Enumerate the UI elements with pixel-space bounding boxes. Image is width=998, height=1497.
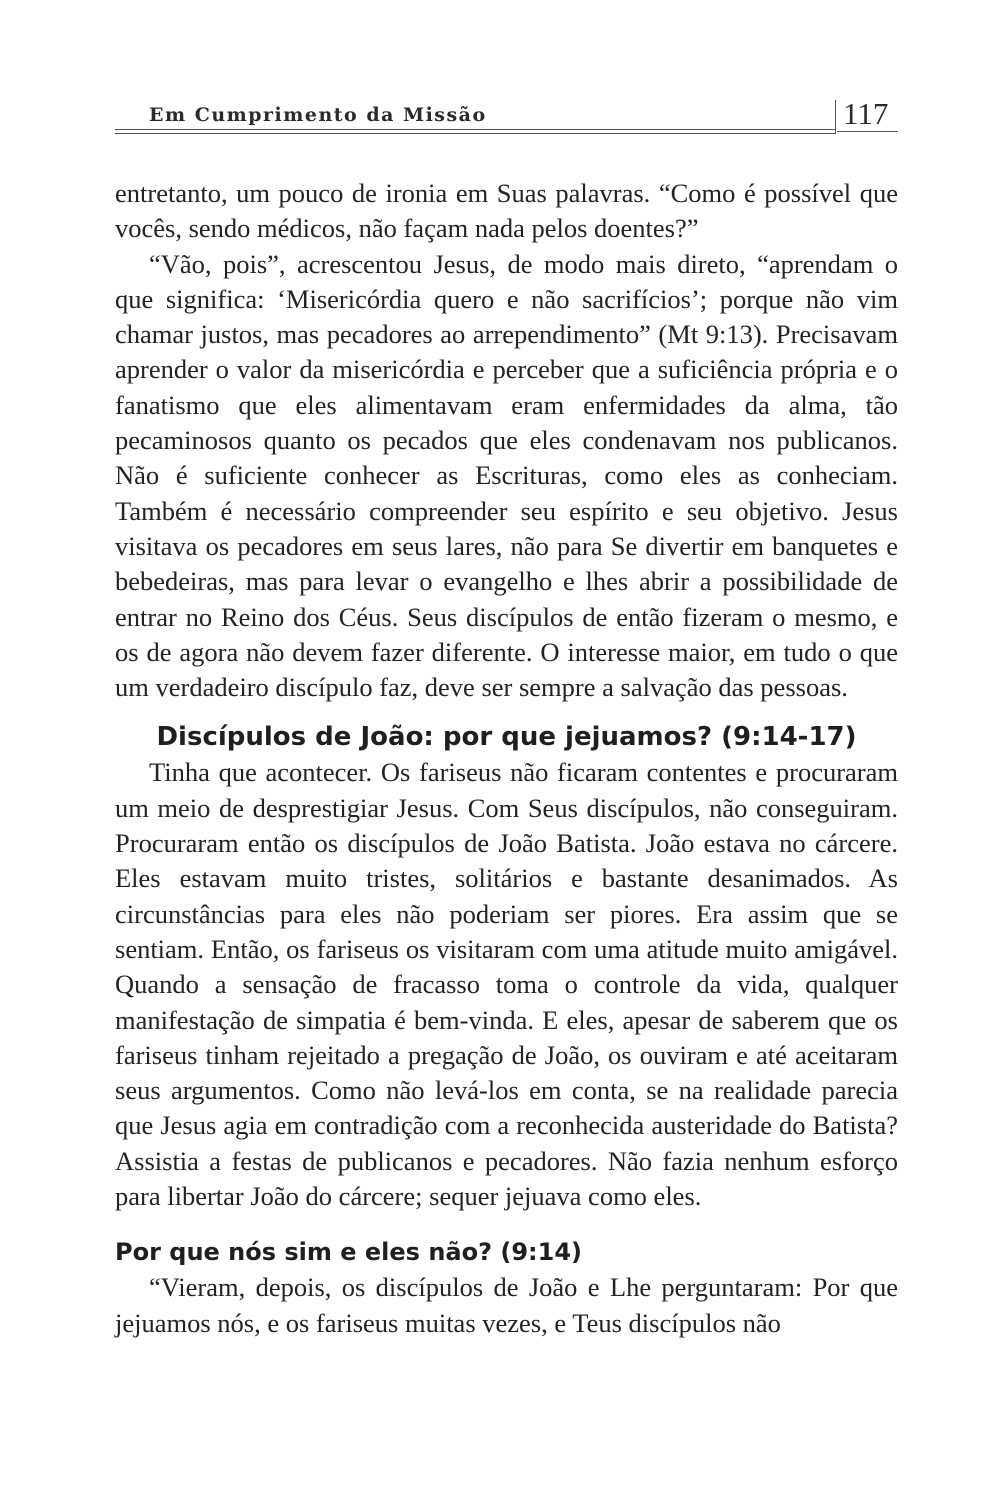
section-heading: Discípulos de João: por que jejuamos? (9:14-17) [156,722,857,753]
paragraph: Tinha que acontecer. Os fariseus não ficaram contentes e procuraram um meio de desprestigiar Jesus. Com Seus discípulos, não conseguiram. Procuraram então os discípulos de João Batista. João estava no cárcere. Eles estavam muito tristes, solitários e bastante desanimados. As circunstâncias para eles não poderiam ser piores. Era assim que se sentiam. Então, os fariseus os visitaram com uma atitude muito amigável. Quando a sensação de fracasso toma o controle da vida, qualquer manifestação de simpatia é bem-vinda. E eles, apesar de saberem que os fariseus tinham rejeitado a pregação de João, os ouviram e até aceitaram seus argumentos. Como não levá-los em conta, se na realidade parecia que Jesus agia em contradição com a reconhecida austeridade do Batista? Assistia a festas de publicanos e pecadores. Não fazia nenhum esforço para libertar João do cárcere; sequer jejuava como eles. [115,757,898,1212]
running-header-title: Em Cumprimento da Missão [149,104,487,126]
paragraph-continued: entretanto, um pouco de ironia em Suas palavras. “Como é possível que vocês, sendo médicos, não façam nada pelos doentes?” [115,178,898,244]
header-rule-bottom [115,133,836,134]
body-text [115,176,898,1341]
page-number: 117 [843,96,889,131]
sub-heading: Por que nós sim e eles não? (9:14) [115,1238,582,1267]
header-vertical-rule [835,100,836,134]
running-header [115,96,898,136]
header-rule-top [115,129,836,130]
paragraph: “Vão, pois”, acrescentou Jesus, de modo mais direto, “aprendam o que significa: ‘Misericórdia quero e não sacrifícios’; porque não vim chamar justos, mas pecadores ao arrependimento” (Mt 9:13). Precisavam aprender o valor da misericórdia e perceber que a suficiência própria e o fanatismo que eles alimentavam eram enfermidades da alma, tão pecaminosos quanto os pecados que eles condenavam nos publicanos. Não é suficiente conhecer as Escrituras, como eles as conheciam. Também é necessário compreender seu espírito e seu objetivo. Jesus visitava os pecadores em seus lares, não para Se divertir em banquetes e bebedeiras, mas para levar o evangelho e lhes abrir a possibilidade de entrar no Reino dos Céus. Seus discípulos de então fizeram o mesmo, e os de agora não devem fazer diferente. O interesse maior, em tudo o que um verdadeiro discípulo faz, deve ser sempre a salvação das pessoas. [115,248,898,703]
paragraph: “Vieram, depois, os discípulos de João e Lhe perguntaram: Por que jejuamos nós, e os fariseus muitas vezes, e Teus discípulos não [115,1272,898,1338]
